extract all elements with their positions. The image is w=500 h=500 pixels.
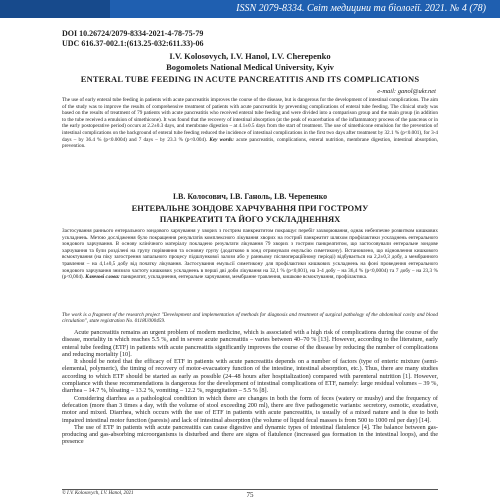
authors-en: I.V. Kolosovych, I.V. Hanol, I.V. Cherepenko: [169, 51, 331, 61]
abstract-ua-text: Застосування раннього ентерального зондового харчування у хворих з гострим панкреатитом покращує перебіг захворювання, однак небезпечне розвитком кишкових ускладнень. Метою дослідження було покращення результатів комплексного лікування хворих на гострий панкреатит шляхом профілактики ускладнень ентерального зондового харчування. В основу клінічного матеріалу покладено результати лікування 79 хворих з гострим панкреатитом, що застосовували ентеральне зондове харчування та були розділені на групу порівняння та основну групу (додатково в зонд отримували емульсію симетикону). Встановлено, що відновлення кишкового всмоктування (на піку загострення запального процесу підшлункової залози або у ранньому післяопераційному періоді) відбувається на 2,2±0,3 добу, а мембранного травлення – на 4,1±0,5 добу від початку лікування. Застосування емульсії симетикону для профілактики кишкових ускладнень на фоні проведення ентерального зондового харчування знизило частоту кишкових ускладнень в перші дві доби лікування на 32,1 % (р<0,001), на 3-4 добу – на 36,4 % (р<0,0004) та 7 добу – на 23,3 % (р<0,004).: [62, 228, 438, 281]
abstract-en-text: The use of early enteral tube feeding in patients with acute pancreatitis improves the course of the disease, but is dangerous for the development of intestinal complications. The aim of the study was to improve the results of comprehensive treatment of patients with acute pancreatitis by preventing complications of enteral tube feeding. The clinical study was based on the results of treatment of 79 patients with acute pancreatitis who received enteral tube feeding and were divided into a comparison group and the main group (in addition to the tube received a emulsion of simethicone). It was found that the recovery of intestinal absorption (at the peak of exacerbation of the inflammatory process of the pancreas or in the early postoperative period) occurs at 2.2±0.3 days, and membrane digestion – at 4.1±0.5 days from the start of treatment. The use of simethicone emulsion for the prevention of intestinal complications on the background of enteral tube feeding reduced the incidence of intestinal complications in the first two days after treatment by 32.1 % (p<0.001), for 3-4 days – by 36.4 % (p<0.0004) and 7 days – by 23.3 % (p<0.004).: [62, 97, 438, 143]
abstract-ua: [62, 228, 438, 298]
keywords-en: acute pancreatitis, complications, enteral nutrition, membrane digestion, intestinal absorption, prevention.: [62, 136, 438, 150]
copyright: © I.V. Kolosovych, I.V. Hanol, 2021: [62, 491, 134, 496]
body-paragraph: It should be noted that the efficacy of ETF in patients with acute pancreatitis depends on a number of factors (type of enteric mixture (semi-elemental, polymeric), the timing of recovery of motor-evacuatory function of the intestine, intestinal absorption, etc.). Thus, there are many studies according to which ETF should be started as early as possible (24–48 hours after hospitalization) compared with parenteral nutrition [1]. However, compliance with these recommendations is dangerous for the development of intestinal complications of ETF, namely: large residual volumes – 39 %, diarrhea – 14.7 %, bloating – 13.2 %, vomiting – 12.2 %, regurgitation – 5.5 % [8].: [62, 358, 438, 395]
authors-ua: І.В. Колосович, І.В. Ганоль, І.В. Черепенко: [172, 192, 328, 201]
journal-header-text: ISSN 2079-8334. Світ медицини та біології. 2021. № 4 (78): [236, 3, 486, 14]
keywords-en-label: Key words:: [209, 136, 235, 143]
journal-header-band: [0, 0, 500, 18]
abstract-en: [62, 97, 438, 176]
doi: DOI 10.26724/2079-8334-2021-4-78-75-79: [62, 29, 204, 38]
body-paragraph: The use of ETF in patients with acute pancreatitis can cause digestive and dynamic types of intestinal flatulence [4]. The balance between gas-producing and gas-absorbing microorganisms is disturbed and there are signs of flatulence (increased gas formation in the intestinal loops), and the presence: [62, 423, 438, 446]
body-paragraph: Acute pancreatitis remains an urgent problem of modern medicine, which is associated with a high risk of complications during the course of the disease, mortality in which reaches 5.5 %, and in severe acute pancreatitis – varies between 40–70 % [13]. However, according to the literature, early enteral tube feeding (ETF) in patients with acute pancreatitis significantly improves the course of the disease by reducing the number of complications and reducing mortality [10].: [62, 329, 438, 358]
keywords-ua: панкреатит, ускладнення, ентеральне харчування, мембранне травлення, кишкове всмоктування, профілактика.: [120, 274, 368, 281]
keywords-ua-label: Ключові слова:: [85, 274, 120, 281]
title-ua: ЕНТЕРАЛЬНЕ ЗОНДОВЕ ХАРЧУВАННЯ ПРИ ГОСТРОМУ ПАНКРЕАТИТІ ТА ЙОГО УСКЛАДНЕННЯХ: [131, 203, 369, 224]
research-project-note: The work is a fragment of the research project "Development and implementation of methods for diagnosis and treatment of surgical pathology of the abdominal cavity and blood circulation", state registration No. 0118U000459.: [62, 312, 438, 325]
udc-code: UDC 616.37-002.1:(613.25-032:611.33)-06: [62, 39, 204, 48]
header-accent-tab: [0, 0, 110, 18]
article-body: [62, 329, 438, 485]
affiliation-en: Bogomolets National Medical University, Kyiv: [166, 62, 334, 72]
page-number: 75: [246, 491, 254, 499]
footer-divider: [62, 489, 438, 490]
title-en: ENTERAL TUBE FEEDING IN ACUTE PANCREATITIS AND ITS COMPLICATIONS: [80, 74, 420, 84]
body-paragraph: Considering diarrhea as a pathological condition in which there are changes in both the form of feces (watery or mushy) and the frequency of defecation (more than 3 times a day, with the volume of stool exceeding 200 ml), there are five pathogenetic variants: secretory, osmotic, exudative, motor and mixed. Diarrhea, which occurs with the use of ETF in patients with acute pancreatitis, is usually of a mixed nature and is due to both impaired intestinal motor function (paresis) and lack of intestinal absorption (the volume of liquid fecal masses is from 500 to 1000 ml per day) [14].: [62, 394, 438, 424]
contact-email: e-mail: ganol@ukr.net: [377, 88, 436, 95]
